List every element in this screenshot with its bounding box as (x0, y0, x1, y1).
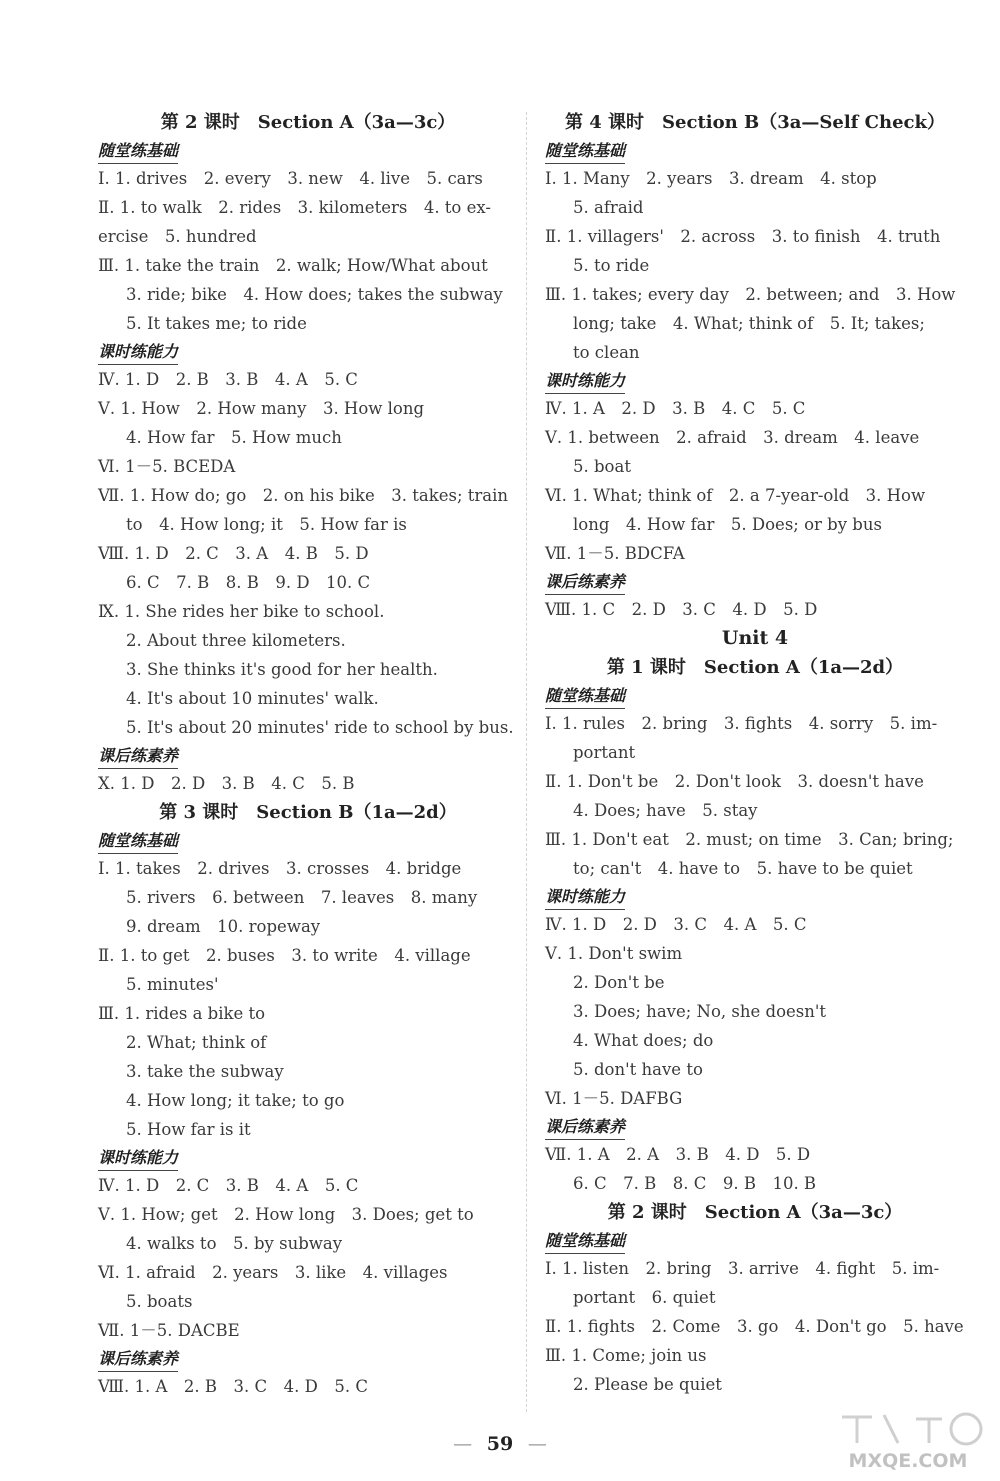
answer-line: Ⅷ. 1. D 2. C 3. A 4. B 5. D (98, 544, 369, 563)
answer-line: Ⅰ. 1. drives 2. every 3. new 4. live 5. cars (98, 169, 483, 188)
answer-line: Ⅴ. 1. Don't swim (545, 944, 683, 963)
watermark-logo (824, 1409, 992, 1475)
answer-line: Ⅶ. 1. A 2. A 3. B 4. D 5. D (545, 1145, 811, 1164)
answer-line: Ⅱ. 1. villagers' 2. across 3. to finish 4. truth (545, 227, 941, 246)
answer-line: 2. What; think of (126, 1033, 267, 1052)
answer-line: 5. boats (126, 1292, 193, 1311)
exercise-label: 课后练素养 (98, 742, 178, 769)
answer-line: Ⅲ. 1. takes; every day 2. between; and 3. How (545, 285, 956, 304)
answer-line: 5. It takes me; to ride (126, 314, 307, 333)
answer-line: 2. About three kilometers. (126, 631, 346, 650)
exercise-label: 随堂练基础 (545, 1227, 625, 1254)
answer-line: to 4. How long; it 5. How far is (126, 515, 407, 534)
answer-line: Ⅵ. 1－5. DAFBG (545, 1089, 683, 1108)
answer-line: 5. How far is it (126, 1120, 251, 1139)
exercise-label: 随堂练基础 (545, 137, 625, 164)
section-heading: 第 1 课时 Section A（1a—2d） (606, 657, 904, 678)
answer-line: Ⅱ. 1. to get 2. buses 3. to write 4. village (98, 946, 471, 965)
answer-line: 5. afraid (573, 198, 644, 217)
answer-line: Ⅶ. 1－5. BDCFA (545, 544, 685, 563)
left-column (98, 108, 518, 1401)
answer-line: 4. Does; have 5. stay (573, 801, 758, 820)
answer-line: 5. to ride (573, 256, 650, 275)
answer-line: Ⅰ. 1. takes 2. drives 3. crosses 4. bridge (98, 859, 462, 878)
answer-line: portant (573, 743, 636, 762)
exercise-label: 课后练素养 (98, 1345, 178, 1372)
answer-line: 6. C 7. B 8. B 9. D 10. C (126, 573, 371, 592)
section-heading: 第 2 课时 Section A（3a—3c） (160, 112, 456, 133)
answer-line: Ⅱ. 1. to walk 2. rides 3. kilometers 4. to ex- (98, 198, 491, 217)
exercise-label-row (98, 1345, 518, 1372)
exercise-label-row (545, 883, 965, 910)
exercise-label-row (545, 137, 965, 164)
watermark-text: MXQE.COM (848, 1450, 968, 1472)
exercise-label: 课时练能力 (545, 883, 625, 910)
exercise-label: 随堂练基础 (98, 137, 178, 164)
answer-line: 9. dream 10. ropeway (126, 917, 321, 936)
answer-line: Ⅱ. 1. Don't be 2. Don't look 3. doesn't have (545, 772, 924, 791)
answer-line: Ⅵ. 1. What; think of 2. a 7-year-old 3. How (545, 486, 926, 505)
right-column (545, 108, 965, 1399)
answer-line: Ⅲ. 1. Don't eat 2. must; on time 3. Can; bring; (545, 830, 954, 849)
exercise-label: 随堂练基础 (98, 827, 178, 854)
column-divider (526, 112, 527, 1412)
exercise-label: 课时练能力 (545, 367, 625, 394)
answer-line: Ⅱ. 1. fights 2. Come 3. go 4. Don't go 5. have (545, 1317, 964, 1336)
answer-line: Ⅳ. 1. D 2. B 3. B 4. A 5. C (98, 370, 358, 389)
answer-line: 5. It's about 20 minutes' ride to school by bus. (126, 718, 514, 737)
answer-line: Ⅸ. 1. She rides her bike to school. (98, 602, 385, 621)
exercise-label: 随堂练基础 (545, 682, 625, 709)
answer-line: Ⅷ. 1. C 2. D 3. C 4. D 5. D (545, 600, 818, 619)
page-number-value: 59 (486, 1433, 514, 1455)
answer-line: Ⅲ. 1. take the train 2. walk; How/What about (98, 256, 488, 275)
exercise-label: 课后练素养 (545, 568, 625, 595)
answer-line: 3. take the subway (126, 1062, 284, 1081)
answer-line: Ⅶ. 1. How do; go 2. on his bike 3. takes; train (98, 486, 509, 505)
exercise-label: 课后练素养 (545, 1113, 625, 1140)
answer-line: Ⅴ. 1. How 2. How many 3. How long (98, 399, 425, 418)
exercise-label-row (545, 682, 965, 709)
answer-line: Ⅰ. 1. Many 2. years 3. dream 4. stop (545, 169, 877, 188)
answer-line: 5. minutes' (126, 975, 219, 994)
answer-line: Ⅴ. 1. How; get 2. How long 3. Does; get to (98, 1205, 474, 1224)
exercise-label-row (545, 1113, 965, 1140)
exercise-label: 课时练能力 (98, 1144, 178, 1171)
answer-line: 3. Does; have; No, she doesn't (573, 1002, 827, 1021)
answer-line: Ⅲ. 1. Come; join us (545, 1346, 707, 1365)
exercise-label-row (545, 367, 965, 394)
exercise-label-row (545, 568, 965, 595)
exercise-label: 课时练能力 (98, 338, 178, 365)
answer-line: Ⅵ. 1－5. BCEDA (98, 457, 236, 476)
answer-line: 2. Please be quiet (573, 1375, 722, 1394)
answer-line: 6. C 7. B 8. C 9. B 10. B (573, 1174, 817, 1193)
answer-line: 4. What does; do (573, 1031, 714, 1050)
answer-line: Ⅲ. 1. rides a bike to (98, 1004, 266, 1023)
answer-line: Ⅴ. 1. between 2. afraid 3. dream 4. leave (545, 428, 920, 447)
exercise-label-row (98, 1144, 518, 1171)
page-number: — 59 — (453, 1433, 547, 1455)
answer-line: 5. rivers 6. between 7. leaves 8. many (126, 888, 478, 907)
answer-line: 3. ride; bike 4. How does; takes the subway (126, 285, 503, 304)
answer-line: 4. It's about 10 minutes' walk. (126, 689, 379, 708)
answer-line: Ⅳ. 1. A 2. D 3. B 4. C 5. C (545, 399, 806, 418)
answer-line: Ⅰ. 1. rules 2. bring 3. fights 4. sorry 5. im- (545, 714, 938, 733)
answer-line: Ⅹ. 1. D 2. D 3. B 4. C 5. B (98, 774, 355, 793)
answer-line: 3. She thinks it's good for her health. (126, 660, 438, 679)
answer-line: ercise 5. hundred (98, 227, 257, 246)
answer-line: Ⅳ. 1. D 2. D 3. C 4. A 5. C (545, 915, 807, 934)
exercise-label-row (98, 338, 518, 365)
answer-line: 4. walks to 5. by subway (126, 1234, 343, 1253)
answer-line: to; can't 4. have to 5. have to be quiet (573, 859, 913, 878)
section-heading: 第 2 课时 Section A（3a—3c） (607, 1202, 903, 1223)
unit-heading: Unit 4 (721, 627, 789, 649)
exercise-label-row (545, 1227, 965, 1254)
answer-line: Ⅳ. 1. D 2. C 3. B 4. A 5. C (98, 1176, 359, 1195)
answer-line: long 4. How far 5. Does; or by bus (573, 515, 882, 534)
answer-line: portant 6. quiet (573, 1288, 716, 1307)
section-heading: 第 4 课时 Section B（3a—Self Check） (565, 112, 945, 133)
answer-line: 5. don't have to (573, 1060, 703, 1079)
answer-line: 2. Don't be (573, 973, 665, 992)
answer-line: to clean (573, 343, 640, 362)
answer-line: Ⅶ. 1－5. DACBE (98, 1321, 240, 1340)
exercise-label-row (98, 137, 518, 164)
answer-line: Ⅷ. 1. A 2. B 3. C 4. D 5. C (98, 1377, 368, 1396)
answer-line: 5. boat (573, 457, 631, 476)
answer-line: Ⅰ. 1. listen 2. bring 3. arrive 4. fight 5. im- (545, 1259, 940, 1278)
section-heading: 第 3 课时 Section B（1a—2d） (159, 802, 457, 823)
exercise-label-row (98, 742, 518, 769)
exercise-label-row (98, 827, 518, 854)
answer-line: Ⅵ. 1. afraid 2. years 3. like 4. villages (98, 1263, 448, 1282)
answer-line: 4. How far 5. How much (126, 428, 342, 447)
answer-line: 4. How long; it take; to go (126, 1091, 345, 1110)
answer-line: long; take 4. What; think of 5. It; takes; (573, 314, 925, 333)
